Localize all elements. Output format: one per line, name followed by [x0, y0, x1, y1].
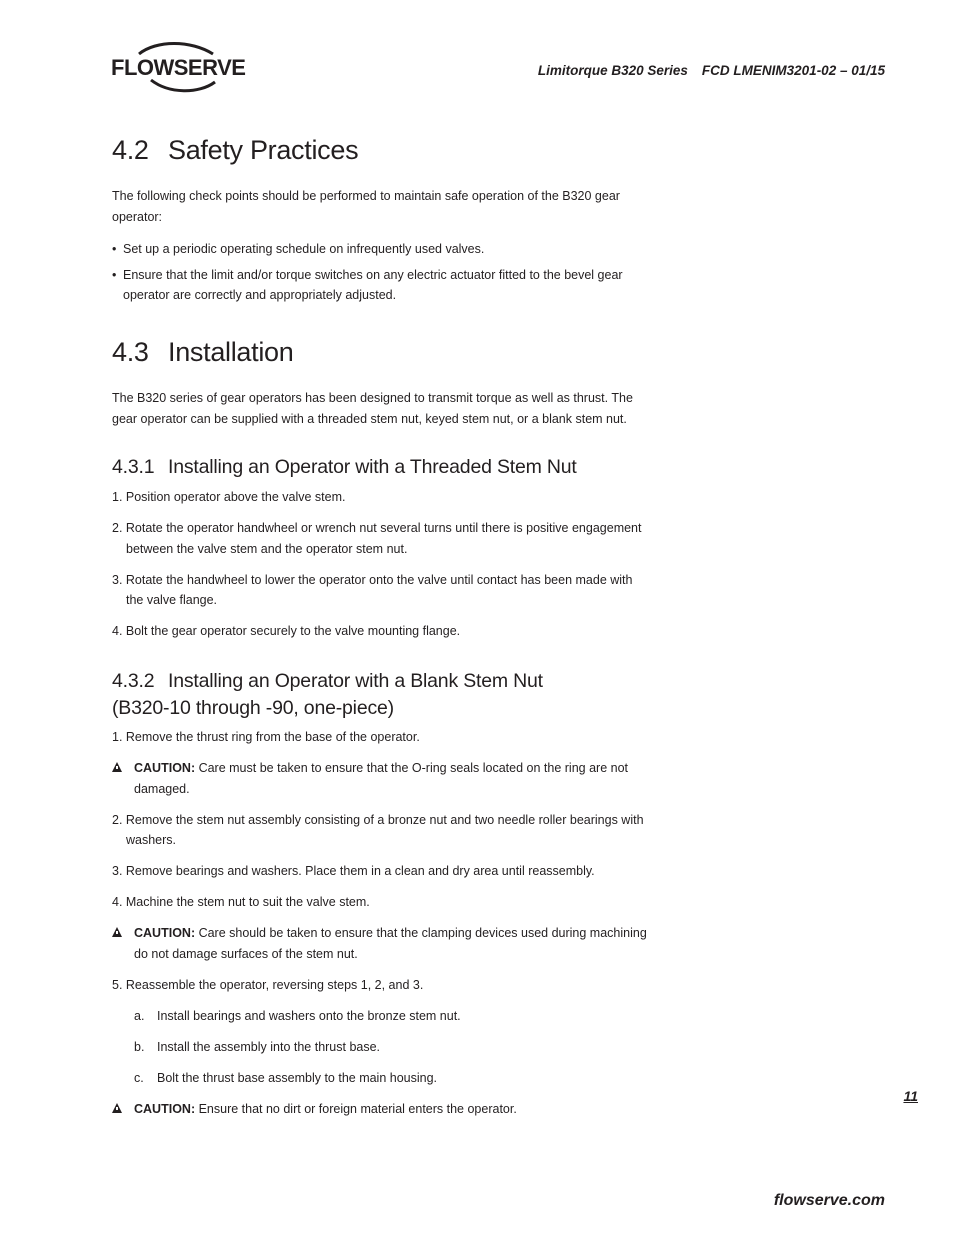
section-title: Installing an Operator with a Threaded Stem Nut: [168, 456, 577, 478]
caution-note: [112, 1099, 652, 1120]
safety-intro-paragraph: The following check points should be performed to maintain safe operation of the B320 gear operator:: [112, 189, 620, 224]
caution-note: [112, 923, 652, 964]
sub-item-text: Install the assembly into the thrust base.: [157, 1039, 381, 1054]
warning-triangle-icon: [112, 927, 122, 937]
section-number: 4.2: [112, 135, 149, 165]
footer-url: flowserve.com: [773, 1192, 885, 1209]
page-number: 11: [903, 1088, 918, 1104]
section-heading-4-3-1: [112, 454, 577, 481]
list-item: 1. Position operator above the valve stem.: [112, 490, 346, 504]
sub-list-item: [112, 1037, 652, 1058]
section-subtitle: (B320-10 through -90, one-piece): [112, 697, 394, 719]
sub-item-letter: a.: [134, 1008, 145, 1023]
section-title: Installing an Operator with a Blank Stem Nut: [168, 670, 543, 692]
safety-bullet-list: [112, 239, 632, 311]
sub-list-item: [112, 1068, 652, 1089]
caution-label: CAUTION:: [134, 926, 196, 940]
caution-text: Ensure that no dirt or foreign material enters the operator.: [195, 1101, 517, 1116]
list-item: 3. Rotate the handwheel to lower the operator onto the valve until contact has been made with the valve flange.: [112, 572, 633, 607]
sub-item-text: Install bearings and washers onto the bronze stem nut.: [157, 1008, 461, 1023]
blank-stem-steps: [112, 727, 652, 1130]
list-item: • Set up a periodic operating schedule on infrequently used valves.: [112, 239, 632, 260]
section-heading-4-3: [112, 330, 293, 374]
sub-item-letter: c.: [134, 1070, 144, 1085]
logo-text: FLOWSERVE: [111, 55, 246, 80]
installation-intro-paragraph: The B320 series of gear operators has been designed to transmit torque as well as thrust. The gear operator can be supplied with a threaded stem nut, keyed stem nut, or a blank stem nut.: [112, 391, 633, 426]
sub-item-text: Bolt the thrust base assembly to the main housing.: [157, 1070, 438, 1085]
document-header: [538, 63, 885, 78]
warning-triangle-icon: [112, 1103, 122, 1113]
warning-triangle-icon: [112, 762, 122, 772]
section-number: 4.3: [112, 337, 149, 367]
caution-text: Care should be taken to ensure that the clamping devices used during machining do not damage surfaces of the stem nut.: [134, 926, 647, 961]
section-heading-4-2: [112, 128, 358, 172]
series-name: Limitorque B320 Series: [537, 63, 688, 78]
caution-note: [112, 758, 652, 799]
sub-list-item: [112, 1006, 652, 1027]
caution-text: Care must be taken to ensure that the O-ring seals located on the ring are not damaged.: [134, 761, 628, 796]
section-title: Safety Practices: [168, 135, 359, 165]
list-item: 2. Rotate the operator handwheel or wrench nut several turns until there is positive engagement between the valve stem and the operator stem nut.: [112, 521, 642, 556]
section-title: Installation: [168, 337, 294, 367]
threaded-stem-steps: [112, 487, 652, 652]
section-number: 4.3.1: [112, 456, 155, 478]
sub-item-letter: b.: [134, 1039, 145, 1054]
section-number: 4.3.2: [112, 670, 155, 692]
caution-label: CAUTION:: [134, 761, 196, 775]
document-code: FCD LMENIM3201-02 – 01/15: [701, 63, 885, 78]
list-item: 4. Bolt the gear operator securely to the valve mounting flange.: [112, 624, 461, 638]
list-item: 5. Reassemble the operator, reversing steps 1, 2, and 3.: [112, 977, 424, 992]
list-item: 3. Remove bearings and washers. Place them in a clean and dry area until reassembly.: [112, 864, 595, 878]
list-item: 4. Machine the stem nut to suit the valve stem.: [112, 895, 370, 909]
list-item: • Ensure that the limit and/or torque switches on any electric actuator fitted to the bevel gear operator are correctly and appropriately adjusted.: [112, 265, 632, 306]
caution-label: CAUTION:: [134, 1101, 196, 1116]
section-heading-4-3-2: [112, 668, 543, 722]
list-item: 1. Remove the thrust ring from the base of the operator.: [112, 730, 420, 744]
list-item: 2. Remove the stem nut assembly consisting of a bronze nut and two needle roller bearings with washers.: [112, 812, 644, 847]
flowserve-logo: [111, 42, 247, 94]
